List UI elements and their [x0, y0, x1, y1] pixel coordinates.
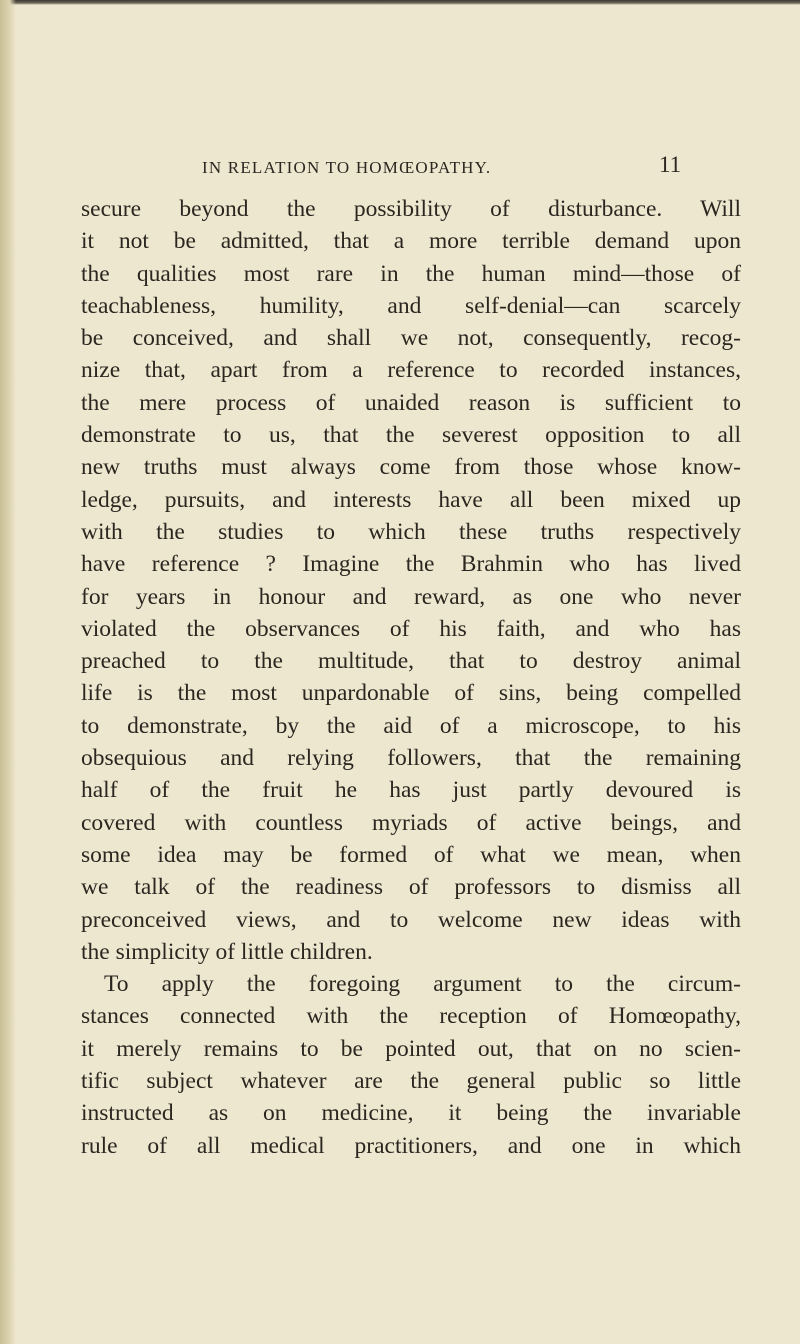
text-line: with the studies to which these truths respectively	[81, 518, 741, 545]
text-line: rule of all medical practitioners, and one in which	[81, 1132, 741, 1159]
text-line: for years in honour and reward, as one who never	[81, 583, 741, 610]
text-line: tific subject whatever are the general public so little	[81, 1068, 741, 1095]
text-line: covered with countless myriads of active beings, and	[81, 809, 741, 836]
text-line: life is the most unpardonable of sins, being compelled	[81, 680, 741, 707]
text-line: preached to the multitude, that to destroy animal	[81, 648, 741, 675]
text-line: we talk of the readiness of professors to dismiss all	[81, 874, 741, 901]
page-top-edge	[0, 0, 800, 5]
text-line: ledge, pursuits, and interests have all been mixed up	[81, 486, 741, 513]
running-title: IN RELATION TO HOMŒOPATHY.	[202, 158, 492, 177]
text-line: new truths must always come from those whose know-	[81, 454, 741, 481]
text-line: the mere process of unaided reason is sufficient to	[81, 389, 741, 416]
text-line: the qualities most rare in the human mind—those of	[81, 260, 741, 287]
body-text	[81, 193, 741, 1162]
text-line: have reference ? Imagine the Brahmin who has lived	[81, 551, 741, 578]
text-line: stances connected with the reception of Homœopathy,	[81, 1003, 741, 1030]
running-head	[0, 152, 800, 182]
paragraph-first-line: To apply the foregoing argument to the circum-	[104, 971, 741, 998]
text-line: instructed as on medicine, it being the invariable	[81, 1100, 741, 1127]
text-line: obsequious and relying followers, that the remaining	[81, 745, 741, 772]
text-line: be conceived, and shall we not, consequently, recog-	[81, 325, 741, 352]
text-line: the simplicity of little children.	[81, 938, 373, 965]
text-line: it merely remains to be pointed out, that on no scien-	[81, 1035, 741, 1062]
text-line: preconceived views, and to welcome new ideas with	[81, 906, 741, 933]
text-line: half of the fruit he has just partly devoured is	[81, 777, 741, 804]
text-line: demonstrate to us, that the severest opposition to all	[81, 422, 741, 449]
text-line: secure beyond the possibility of disturbance. Will	[81, 196, 741, 222]
text-line: nize that, apart from a reference to recorded instances,	[81, 357, 741, 384]
text-line: teachableness, humility, and self-denial—can scarcely	[81, 292, 741, 319]
page-number: 11	[659, 152, 682, 177]
text-line: it not be admitted, that a more terrible demand upon	[81, 228, 741, 255]
text-line: to demonstrate, by the aid of a microscope, to his	[81, 712, 741, 739]
text-line: violated the observances of his faith, and who has	[81, 615, 741, 642]
text-line: some idea may be formed of what we mean, when	[81, 841, 741, 868]
page-left-edge	[0, 0, 16, 1344]
